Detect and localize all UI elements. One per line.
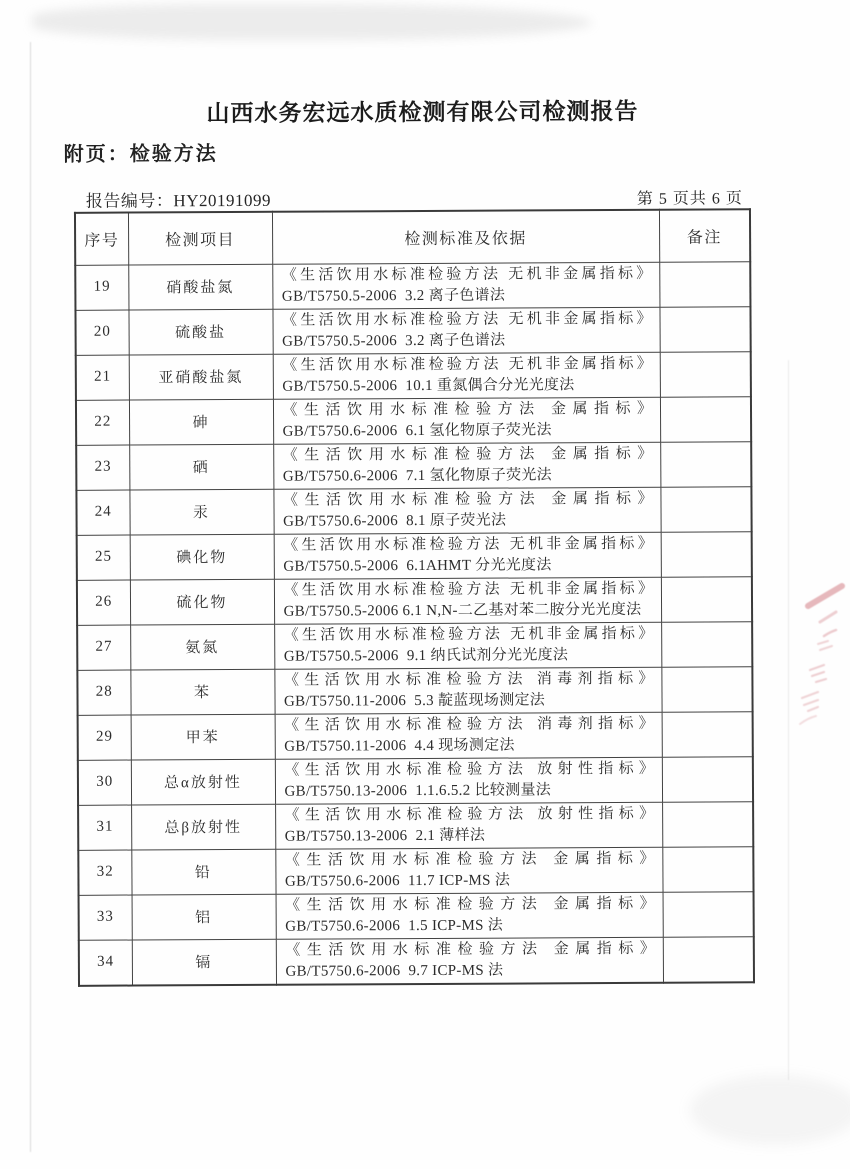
row-number-cell <box>75 310 128 355</box>
table-row <box>78 801 753 850</box>
report-number-value: HY20191099 <box>173 190 272 211</box>
row-number: 19 <box>93 278 111 295</box>
method-line: GB/T5750.5-2006 3.2 离子色谱法 <box>282 332 506 350</box>
row-number: 33 <box>96 908 114 925</box>
remark-cell <box>659 261 750 306</box>
table-row <box>77 531 752 580</box>
test-item-label: 砷 <box>192 415 210 432</box>
method-line: GB/T5750.6-2006 9.7 ICP-MS 法 <box>285 962 504 980</box>
row-number-cell <box>78 805 131 850</box>
remark-cell <box>661 621 752 666</box>
test-item-cell <box>132 894 276 940</box>
test-item-label: 总β放射性 <box>164 819 243 837</box>
standard-title-line: 《生活饮用水标准检验方法 金属指标》 <box>284 850 655 869</box>
remark-cell <box>662 801 753 846</box>
row-number: 28 <box>95 683 113 700</box>
test-item-cell <box>132 939 276 985</box>
remark-cell <box>661 666 752 711</box>
table-row <box>76 441 751 490</box>
test-item-cell <box>129 444 273 490</box>
standard-title-line: 《生活饮用水标准检验方法 金属指标》 <box>282 400 653 419</box>
row-number-cell <box>75 265 128 310</box>
page-title: 山西水务宏远水质检测有限公司检测报告 <box>206 97 639 127</box>
row-number-cell <box>78 715 131 760</box>
report-number <box>86 186 271 212</box>
remark-cell <box>661 576 752 621</box>
standard-title-line: 《生活饮用水标准检验方法 无机非金属指标》 <box>283 625 654 644</box>
remark-cell <box>663 936 754 982</box>
standard-basis-cell <box>276 937 663 985</box>
table-row <box>76 351 751 400</box>
remark-cell <box>660 441 751 486</box>
standard-title-line: 《生活饮用水标准检验方法 无机非金属指标》 <box>283 580 654 599</box>
standard-title-line: 《生活饮用水标准检验方法 放射性指标》 <box>284 805 655 824</box>
row-number-cell <box>78 760 131 805</box>
row-number-cell <box>77 625 130 670</box>
standard-basis-cell <box>274 622 661 669</box>
remark-cell <box>663 891 754 936</box>
test-item-cell <box>131 849 275 895</box>
row-number-cell <box>76 445 129 490</box>
report-meta-row <box>86 183 743 211</box>
test-item-label: 硝酸盐氮 <box>166 279 235 297</box>
method-line: GB/T5750.6-2006 8.1 原子荧光法 <box>283 512 507 530</box>
header-cell-no: 序号 <box>75 213 128 265</box>
test-item-label: 总α放射性 <box>163 774 242 792</box>
row-number-cell <box>79 895 132 940</box>
test-item-label: 苯 <box>193 685 212 702</box>
test-item-label: 汞 <box>192 505 211 522</box>
table-row <box>77 666 752 715</box>
standard-basis-cell <box>274 667 661 714</box>
test-item-cell <box>130 624 274 670</box>
table-row <box>78 846 753 895</box>
method-line: GB/T5750.5-2006 6.1 N,N-二乙基对苯二胺分光光度法 <box>283 601 642 620</box>
test-item-cell <box>129 399 273 445</box>
standard-title-line: 《生活饮用水标准检验方法 无机非金属指标》 <box>281 265 652 284</box>
test-item-label: 氨氮 <box>185 640 220 657</box>
method-line: GB/T5750.13-2006 1.1.6.5.2 比较测量法 <box>284 781 552 800</box>
row-number: 34 <box>97 953 115 970</box>
test-item-cell <box>130 534 274 580</box>
standard-title-line: 《生活饮用水标准检验方法 无机非金属指标》 <box>281 310 653 329</box>
table-row <box>76 486 751 535</box>
standard-basis-cell <box>273 487 660 534</box>
standard-basis-cell <box>275 802 662 849</box>
row-number: 22 <box>94 413 112 430</box>
test-item-label: 亚硝酸盐氮 <box>158 369 244 387</box>
method-line: GB/T5750.5-2006 6.1AHMT 分光光度法 <box>283 556 552 575</box>
standard-basis-cell <box>274 532 661 579</box>
row-number-cell <box>78 850 131 895</box>
method-line: GB/T5750.6-2006 11.7 ICP-MS 法 <box>284 872 511 890</box>
row-number-cell <box>76 490 129 535</box>
method-line: GB/T5750.6-2006 1.5 ICP-MS 法 <box>285 917 504 935</box>
test-item-label: 碘化物 <box>176 550 228 567</box>
red-seal-fragment <box>790 578 850 748</box>
table-row <box>75 261 750 310</box>
standard-title-line: 《生活饮用水标准检验方法 金属指标》 <box>282 490 654 509</box>
test-item-cell <box>128 264 272 310</box>
standard-title-line: 《生活饮用水标准检验方法 金属指标》 <box>282 445 653 464</box>
standard-basis-cell <box>275 847 662 894</box>
table-row <box>78 711 753 760</box>
test-item-cell <box>129 489 273 535</box>
report-number-label: 报告编号： <box>85 191 174 211</box>
row-number: 24 <box>94 503 112 520</box>
test-item-cell <box>130 669 274 715</box>
remark-cell <box>660 486 751 531</box>
test-item-label: 硒 <box>192 460 210 477</box>
standard-basis-cell <box>274 577 661 624</box>
table-row <box>79 891 754 940</box>
row-number-cell <box>76 355 129 400</box>
remark-cell <box>662 756 753 801</box>
test-item-cell <box>130 579 274 625</box>
table-row <box>77 576 752 625</box>
standard-basis-cell <box>272 262 659 309</box>
row-number: 20 <box>93 323 111 340</box>
method-line: GB/T5750.5-2006 9.1 纳氏试剂分光光度法 <box>283 646 569 665</box>
method-line: GB/T5750.13-2006 2.1 薄样法 <box>284 827 486 845</box>
standard-basis-cell <box>273 442 660 489</box>
row-number: 32 <box>96 863 114 880</box>
standard-title-line: 《生活饮用水标准检验方法 放射性指标》 <box>284 760 655 779</box>
test-item-label: 硫化物 <box>176 595 228 612</box>
method-line: GB/T5750.11-2006 5.3 靛蓝现场测定法 <box>283 691 546 710</box>
table-row <box>76 396 751 445</box>
row-number: 29 <box>95 728 114 745</box>
row-number: 31 <box>96 818 114 835</box>
row-number: 30 <box>96 773 114 790</box>
test-item-label: 甲苯 <box>185 730 220 747</box>
remark-cell <box>659 306 750 351</box>
standard-title-line: 《生活饮用水标准检验方法 消毒剂指标》 <box>283 670 654 689</box>
row-number: 21 <box>94 368 112 385</box>
appendix-heading: 附页：检验方法 <box>63 143 218 166</box>
standard-title-line: 《生活饮用水标准检验方法 金属指标》 <box>285 895 656 914</box>
row-number-cell <box>77 580 130 625</box>
standard-title-line: 《生活饮用水标准检验方法 金属指标》 <box>285 940 656 959</box>
standard-title-line: 《生活饮用水标准检验方法 无机非金属指标》 <box>282 355 653 374</box>
standard-basis-cell <box>272 307 659 354</box>
test-item-label: 硫酸盐 <box>175 325 227 342</box>
method-line: GB/T5750.6-2006 7.1 氢化物原子荧光法 <box>282 466 553 485</box>
standard-title-line: 《生活饮用水标准检验方法 消毒剂指标》 <box>284 715 655 734</box>
test-item-label: 镉 <box>195 955 213 972</box>
row-number: 23 <box>94 458 112 475</box>
row-number: 27 <box>95 638 113 655</box>
standard-basis-cell <box>273 397 660 444</box>
test-item-cell <box>129 354 273 400</box>
table-row <box>78 756 753 805</box>
row-number: 26 <box>95 593 113 610</box>
table-row <box>75 306 750 355</box>
method-line: GB/T5750.11-2006 4.4 现场测定法 <box>284 737 515 755</box>
remark-cell <box>660 396 751 441</box>
standard-basis-cell <box>273 352 660 399</box>
row-number-cell <box>79 940 132 986</box>
remark-cell <box>661 531 752 576</box>
row-number-cell <box>77 535 130 580</box>
remark-cell <box>660 351 751 396</box>
methods-table <box>74 208 755 986</box>
standard-basis-cell <box>275 712 662 759</box>
table-header-row <box>75 209 750 265</box>
test-item-cell <box>131 714 275 760</box>
table-row <box>77 621 752 670</box>
test-item-label: 铝 <box>195 910 213 927</box>
standard-basis-cell <box>275 757 662 804</box>
row-number-cell <box>76 400 129 445</box>
remark-cell <box>662 711 753 756</box>
table-row <box>79 936 754 985</box>
method-line: GB/T5750.6-2006 6.1 氢化物原子荧光法 <box>282 421 552 440</box>
standard-basis-cell <box>276 892 663 939</box>
test-item-cell <box>131 759 275 805</box>
method-line: GB/T5750.5-2006 10.1 重氮偶合分光光度法 <box>282 376 575 395</box>
test-item-label: 铅 <box>194 865 212 882</box>
method-line: GB/T5750.5-2006 3.2 离子色谱法 <box>281 287 506 305</box>
header-cell-item: 检测项目 <box>128 212 272 265</box>
header-cell-standard: 检测标准及依据 <box>272 210 659 264</box>
page-indicator: 第 5 页共 6 页 <box>636 190 743 208</box>
test-item-cell <box>131 804 275 850</box>
row-number: 25 <box>94 548 113 565</box>
header-cell-remark: 备注 <box>659 209 750 261</box>
row-number-cell <box>77 670 130 715</box>
test-item-cell <box>128 309 272 355</box>
remark-cell <box>662 846 753 891</box>
standard-title-line: 《生活饮用水标准检验方法 无机非金属指标》 <box>283 535 654 554</box>
